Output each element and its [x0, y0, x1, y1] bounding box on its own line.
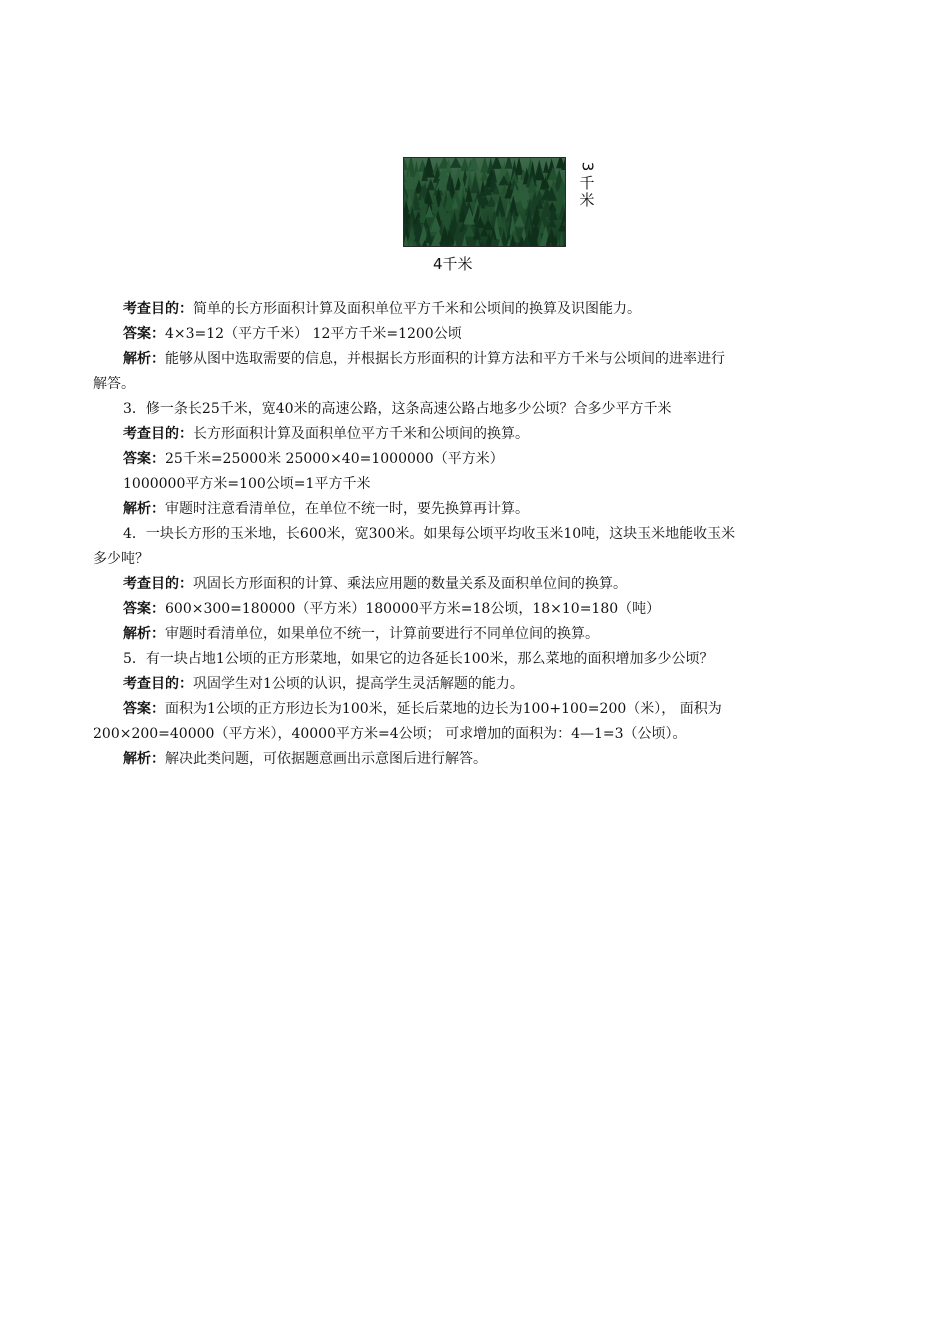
line-label: 答案： [123, 451, 165, 467]
line-label: 考查目的： [123, 576, 193, 592]
line-label: 考查目的： [123, 426, 193, 442]
line-label: 解析： [123, 501, 165, 517]
width-label [578, 158, 596, 209]
question-line [93, 397, 863, 422]
line-text: 600×300=180000（平方米）180000平方米=18公顷，18×10=180（吨） [165, 601, 661, 617]
forest-picture [404, 158, 565, 246]
question-line [93, 522, 863, 547]
text-line [93, 422, 863, 447]
line-text: 解决此类问题，可依据题意画出示意图后进行解答。 [165, 751, 487, 767]
line-text: 1000000平方米=100公顷=1平方千米 [123, 476, 371, 492]
line-text: 200×200=40000（平方米），40000平方米=4公顷； 可求增加的面积为：4—1=3（公顷）。 [93, 726, 687, 742]
line-text: 长方形面积计算及面积单位平方千米和公顷间的换算。 [193, 426, 529, 442]
text-line [93, 472, 863, 497]
line-text: 3．修一条长25千米，宽40米的高速公路，这条高速公路占地多少公顷？合多少平方千米 [123, 401, 672, 417]
line-label: 答案： [123, 701, 165, 717]
line-text: 5．有一块占地1公顷的正方形菜地，如果它的边各延长100米，那么菜地的面积增加多少公顷？ [123, 651, 714, 667]
line-text: 巩固学生对1公顷的认识，提高学生灵活解题的能力。 [193, 676, 524, 692]
text-line [93, 347, 863, 372]
line-text: 巩固长方形面积的计算、乘法应用题的数量关系及面积单位间的换算。 [193, 576, 627, 592]
line-label: 考查目的： [123, 676, 193, 692]
line-text: 能够从图中选取需要的信息，并根据长方形面积的计算方法和平方千米与公顷间的进率进行 [165, 351, 725, 367]
line-text: 解答。 [93, 376, 135, 392]
line-label: 考查目的： [123, 301, 193, 317]
line-label: 解析： [123, 751, 165, 767]
forest-rectangle-image [403, 157, 566, 247]
line-text: 多少吨？ [93, 551, 149, 567]
width-label-unit-2: 米 [579, 191, 595, 209]
text-line [93, 572, 863, 597]
line-text: 简单的长方形面积计算及面积单位平方千米和公顷间的换算及识图能力。 [193, 301, 641, 317]
length-label: 4千米 [433, 255, 473, 273]
text-line [93, 697, 863, 722]
line-text: 审题时看清单位，如果单位不统一，计算前要进行不同单位间的换算。 [165, 626, 599, 642]
line-text: 4×3=12（平方千米） 12平方千米=1200公顷 [165, 326, 462, 342]
text-line [93, 497, 863, 522]
line-label: 答案： [123, 326, 165, 342]
line-text: 4．一块长方形的玉米地，长600米，宽300米。如果每公顷平均收玉米10吨，这块玉米地能收玉米 [123, 526, 736, 542]
line-text: 25千米=25000米 25000×40=1000000（平方米） [165, 451, 504, 467]
width-label-number: 3 [578, 161, 597, 172]
text-line [93, 722, 863, 747]
answer-text-body [93, 297, 863, 772]
text-line [93, 672, 863, 697]
question-line [93, 547, 863, 572]
text-line [93, 597, 863, 622]
line-label: 解析： [123, 351, 165, 367]
line-text: 审题时注意看清单位，在单位不统一时，要先换算再计算。 [165, 501, 529, 517]
width-label-unit-1: 千 [579, 174, 595, 192]
text-line [93, 372, 863, 397]
line-label: 解析： [123, 626, 165, 642]
text-line [93, 297, 863, 322]
text-line [93, 622, 863, 647]
text-line [93, 447, 863, 472]
line-text: 面积为1公顷的正方形边长为100米，延长后菜地的边长为100+100=200（米）， 面积为 [165, 701, 722, 717]
question-line [93, 647, 863, 672]
text-line [93, 747, 863, 772]
line-label: 答案： [123, 601, 165, 617]
text-line [93, 322, 863, 347]
